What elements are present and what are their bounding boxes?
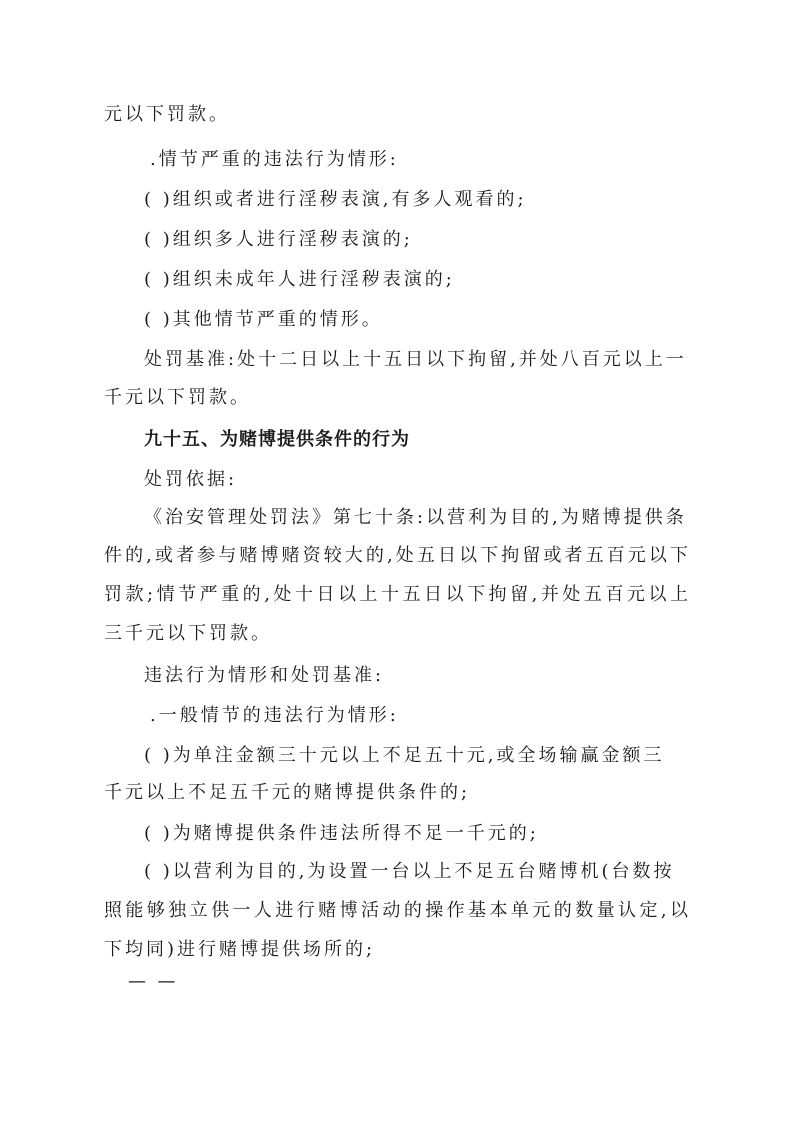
paragraph-line: 罚款;情节严重的,处十日以上十五日以下拘留,并处五百元以上 <box>104 584 690 605</box>
subsection-heading: .一般情节的违法行为情形: <box>150 705 399 726</box>
list-item: ( )组织未成年人进行淫秽表演的; <box>144 269 455 290</box>
list-item: ( )组织多人进行淫秽表演的; <box>144 229 413 250</box>
list-item: ( )其他情节严重的情形。 <box>144 309 383 330</box>
page-number: — — <box>128 971 176 992</box>
list-item-continuation: 照能够独立供一人进行赌博活动的操作基本单元的数量认定,以 <box>104 900 691 921</box>
subsection-heading: .情节严重的违法行为情形: <box>150 149 399 170</box>
paragraph-line: 元以下罚款。 <box>104 104 230 125</box>
paragraph-line: 千元以下罚款。 <box>104 387 251 408</box>
paragraph-line: 《治安管理处罚法》第七十条:以营利为目的,为赌博提供条 <box>144 507 687 528</box>
list-item-continuation: 千元以上不足五千元的赌博提供条件的; <box>104 782 471 803</box>
paragraph-line: 处罚基准:处十二日以上十五日以下拘留,并处八百元以上一 <box>144 349 687 370</box>
paragraph-line: 处罚依据: <box>144 469 238 490</box>
paragraph-line: 违法行为情形和处罚基准: <box>144 665 385 686</box>
list-item: ( )以营利为目的,为设置一台以上不足五台赌博机(台数按 <box>144 861 675 882</box>
list-item: ( )组织或者进行淫秽表演,有多人观看的; <box>144 189 527 210</box>
section-heading: 九十五、为赌博提供条件的行为 <box>144 429 410 450</box>
list-item-continuation: 下均同)进行赌博提供场所的; <box>104 939 376 960</box>
paragraph-line: 件的,或者参与赌博赌资较大的,处五日以下拘留或者五百元以下 <box>104 545 690 566</box>
list-item: ( )为赌博提供条件违法所得不足一千元的; <box>144 823 539 844</box>
list-item: ( )为单注金额三十元以上不足五十元,或全场输赢金额三 <box>144 745 665 766</box>
paragraph-line: 三千元以下罚款。 <box>104 623 272 644</box>
